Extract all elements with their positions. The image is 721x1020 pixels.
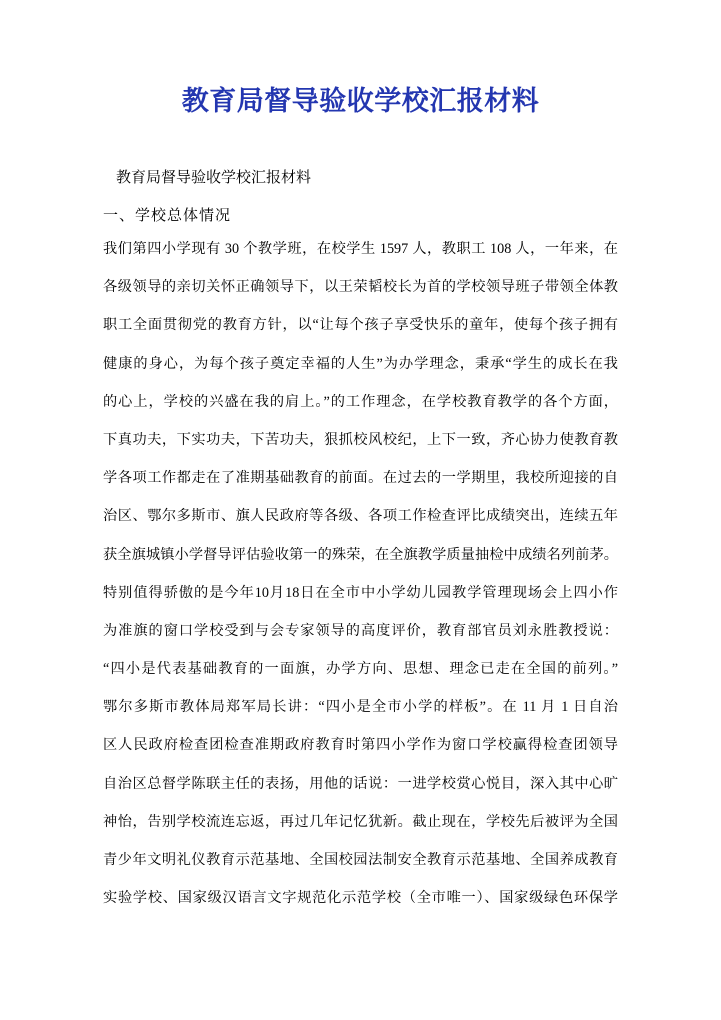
paragraph-line: 特别值得骄傲的是今年10月18日在全市中小学幼儿园教学管理现场会上四小作 [103, 584, 618, 601]
paragraph-line: 职工全面贯彻党的教育方针，以“让每个孩子享受快乐的童年，使每个孩子拥有 [103, 317, 618, 334]
paragraph-line: 自治区总督学陈联主任的表扬，用他的话说：一进学校赏心悦目，深入其中心旷 [103, 775, 618, 792]
paragraph-line: 学各项工作都走在了准期基础教育的前面。在过去的一学期里，我校所迎接的自 [103, 470, 618, 487]
paragraph-line: 实验学校、国家级汉语言文字规范化示范学校（全市唯一）、国家级绿色环保学 [103, 890, 618, 907]
document-subtitle-line: 教育局督导验收学校汇报材料 [116, 170, 312, 186]
document-title: 教育局督导验收学校汇报材料 [181, 86, 540, 116]
body-paragraph [103, 230, 618, 917]
paragraph-line: 神怡，告别学校流连忘返，再过几年记忆犹新。截止现在，学校先后被评为全国 [103, 813, 618, 830]
paragraph-line: 区人民政府检查团检查准期政府教育时第四小学作为窗口学校赢得检查团领导 [103, 737, 618, 754]
paragraph-line: 的心上，学校的兴盛在我的肩上。”的工作理念，在学校教育教学的各个方面， [103, 393, 618, 410]
paragraph-line: 获全旗城镇小学督导评估验收第一的殊荣，在全旗教学质量抽检中成绩名列前茅。 [103, 546, 618, 563]
paragraph-line: 下真功夫，下实功夫，下苦功夫，狠抓校风校纪，上下一致，齐心协力使教育教 [103, 431, 618, 448]
section-heading: 一、学校总体情况 [103, 208, 232, 224]
paragraph-line: 鄂尔多斯市教体局郑军局长讲：“四小是全市小学的样板”。在 11 月 1 日自治 [103, 699, 618, 716]
paragraph-line: 青少年文明礼仪教育示范基地、全国校园法制安全教育示范基地、全国养成教育 [103, 852, 618, 868]
paragraph-line: 治区、鄂尔多斯市、旗人民政府等各级、各项工作检查评比成绩突出，连续五年 [103, 508, 618, 525]
paragraph-line: 各级领导的亲切关怀正确领导下，以王荣韬校长为首的学校领导班子带领全体教 [103, 279, 618, 296]
paragraph-line: 为准旗的窗口学校受到与会专家领导的高度评价，教育部官员刘永胜教授说： [103, 622, 618, 639]
paragraph-line: “四小是代表基础教育的一面旗，办学方向、思想、理念已走在全国的前列。” [103, 661, 618, 678]
paragraph-line: 健康的身心，为每个孩子奠定幸福的人生”为办学理念，秉承“学生的成长在我 [103, 355, 618, 372]
paragraph-line: 我们第四小学现有 30 个教学班，在校学生 1597 人，教职工 108 人，一年来，在 [103, 241, 618, 257]
